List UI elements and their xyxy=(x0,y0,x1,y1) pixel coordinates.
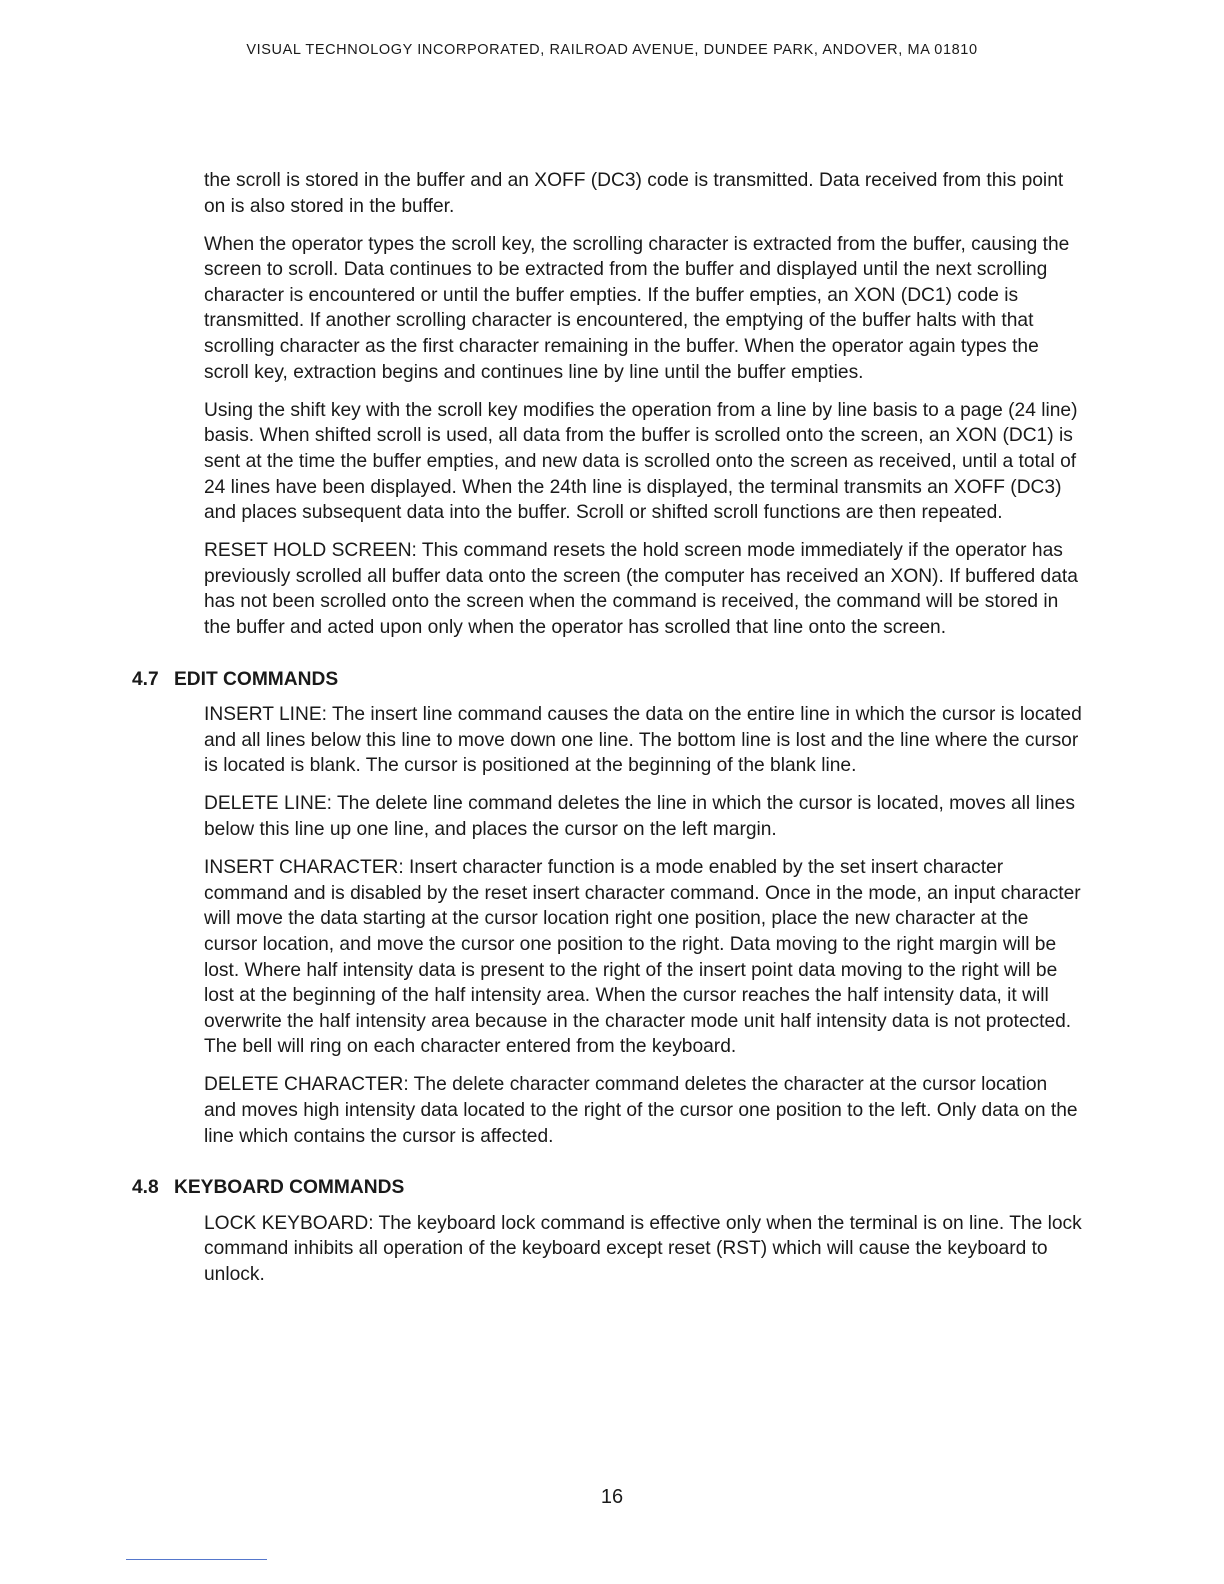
paragraph-delete-line: DELETE LINE: The delete line command deletes the line in which the cursor is located, moves all lines below this line up one line, and places the cursor on the left margin. xyxy=(204,793,1075,841)
paragraph-scroll-key: When the operator types the scroll key, the scrolling character is extracted from the buffer, causing the screen to scroll. Data continues to be extracted from the buffer and displayed until the next scrolling character is encountered or until the buffer empties. If the buffer empties, an XON (DC1) code is transmitted. If another scrolling character is encountered, the emptying of the buffer halts with that scrolling character as the first character remaining in the buffer. When the operator again types the scroll key, extraction begins and continues line by line until the buffer empties. xyxy=(204,233,1070,383)
section-number: 4.7 xyxy=(132,668,159,690)
page-number: 16 xyxy=(600,1486,624,1508)
section-title: EDIT COMMANDS xyxy=(174,668,339,690)
page-header: VISUAL TECHNOLOGY INCORPORATED, RAILROAD AVENUE, DUNDEE PARK, ANDOVER, MA 01810 xyxy=(246,42,978,58)
paragraph-scroll-buffer: the scroll is stored in the buffer and an XOFF (DC3) code is transmitted. Data received from this point on is also stored in the buffer. xyxy=(204,170,1064,217)
footer-rule xyxy=(126,1559,267,1560)
paragraph-delete-character: DELETE CHARACTER: The delete character command deletes the character at the cursor location and moves high intensity data located to the right of the cursor one position to the left. Only data on the line which contains the cursor is affected. xyxy=(204,1074,1078,1147)
section-number: 4.8 xyxy=(132,1177,159,1199)
paragraph-shifted-scroll: Using the shift key with the scroll key modifies the operation from a line by line basis to a page (24 line) basis. When shifted scroll is used, all data from the buffer is scrolled onto the screen, an XON (DC1) is sent at the time the buffer empties, and new data is scrolled onto the screen as received, until a total of 24 lines have been displayed. When the 24th line is displayed, the terminal transmits an XOFF (DC3) and places subsequent data into the buffer. Scroll or shifted scroll functions are then repeated. xyxy=(204,399,1078,524)
paragraph-lock-keyboard: LOCK KEYBOARD: The keyboard lock command is effective only when the terminal is on line. The lock command inhibits all operation of the keyboard except reset (RST) which will cause the keyboard to unlock. xyxy=(204,1212,1082,1285)
section-title: KEYBOARD COMMANDS xyxy=(174,1177,405,1199)
section-heading-keyboard-commands xyxy=(132,1175,1084,1201)
paragraph-insert-line: INSERT LINE: The insert line command causes the data on the entire line in which the cursor is located and all lines below this line to move down one line. The bottom line is lost and the line where the cursor is located is blank. The cursor is positioned at the beginning of the blank line. xyxy=(204,704,1082,777)
paragraph-reset-hold-screen: RESET HOLD SCREEN: This command resets the hold screen mode immediately if the operator has previously scrolled all buffer data onto the screen (the computer has received an XON). If buffered data has not been scrolled onto the screen when the command is received, the command will be stored in the buffer and acted upon only when the operator has scrolled that line onto the screen. xyxy=(204,540,1078,638)
document-body xyxy=(132,168,1084,1300)
paragraph-insert-character: INSERT CHARACTER: Insert character function is a mode enabled by the set insert character command and is disabled by the reset insert character command. Once in the mode, an input character will move the data starting at the cursor location right one position, place the new character at the cursor location, and move the cursor one position to the right. Data moving to the right margin will be lost. Where half intensity data is present to the right of the insert point data moving to the right will be lost at the beginning of the half intensity area. When the cursor reaches the half intensity data, it will overwrite the half intensity area because in the character mode unit half intensity data is not protected. The bell will ring on each character entered from the keyboard. xyxy=(204,857,1081,1058)
section-heading-edit-commands xyxy=(132,667,1084,693)
